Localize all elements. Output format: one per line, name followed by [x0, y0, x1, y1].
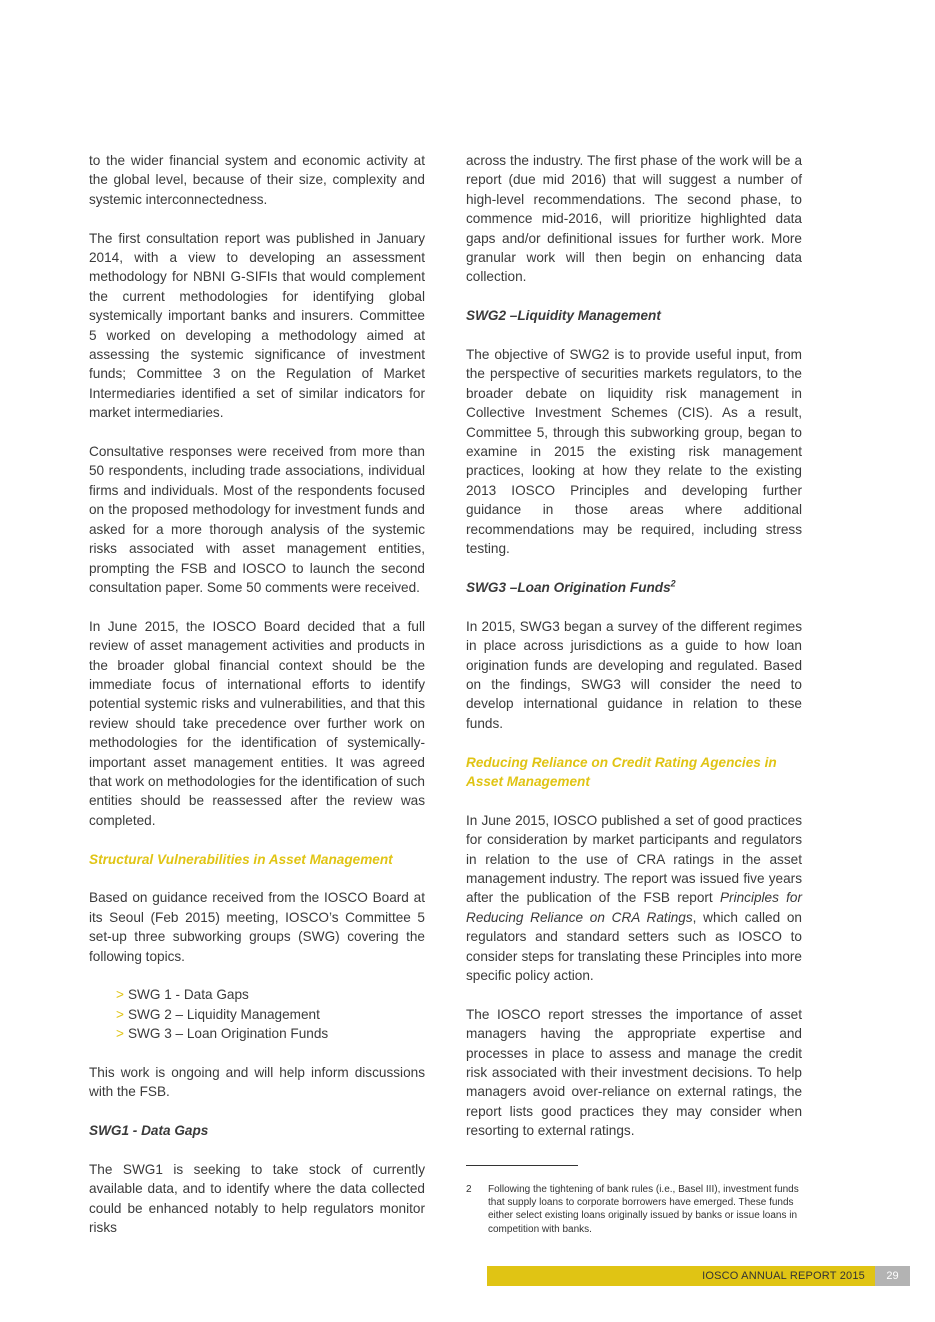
page-number: 29	[886, 1270, 899, 1282]
section-heading-reducing-reliance: Reducing Reliance on Credit Rating Agencies in Asset Management	[466, 754, 777, 789]
body-paragraph: In June 2015, the IOSCO Board decided that a full review of asset management activities and products in the broader global financial context should be the immediate focus of international efforts to identify potential systemic risks and vulnerabilities, and that this review should take precedence over further work on methodologies for the identification of systemically-important asset management entities. It was agreed that work on methodologies for the identification of such entities should be reassessed after the review was completed.	[89, 618, 425, 828]
chevron-right-icon: >	[116, 1006, 124, 1022]
chevron-right-icon: >	[116, 987, 124, 1003]
section-heading-swg2: SWG2 –Liquidity Management	[466, 308, 661, 324]
swg-list	[89, 985, 425, 1043]
body-paragraph: In June 2015, IOSCO published a set of good practices for consideration by market participants and regulators in relation to the use of CRA ratings in the asset management industry. The report was issued five years after the publication of the FSB report Principles for Reducing Reliance on CRA Ratings, which called on regulators and standard setters such as IOSCO to consider steps for translating these Principles into more specific policy action.	[466, 812, 803, 983]
section-heading-swg1: SWG1 - Data Gaps	[89, 1123, 209, 1139]
page-number-box	[875, 1266, 910, 1286]
body-paragraph: across the industry. The first phase of the work will be a report (due mid 2016) that will suggest a number of high-level recommendations. The second phase, to commence mid-2016, will prioritize highlighted data gaps and/or definitional issues for further work. More granular work will then begin on enhancing data collection.	[466, 153, 802, 285]
body-paragraph: The objective of SWG2 is to provide useful input, from the perspective of securities markets regulators, to the broader debate on liquidity risk management in Collective Investment Schemes (CIS). As a result, Committee 5, through this subworking group, began to examine in 2015 the existing risk management practices, looking at how they relate to the existing 2013 IOSCO Principles and developing further guidance in those areas where additional recommendations may be required, including stress testing.	[466, 347, 802, 557]
footnote-number: 2	[466, 1184, 472, 1195]
body-paragraph: The SWG1 is seeking to take stock of currently available data, and to identify where the data collected could be enhanced notably to help regulators monitor risks	[89, 1161, 425, 1236]
list-item: > SWG 3 – Loan Origination Funds	[116, 1026, 329, 1042]
body-paragraph: to the wider financial system and economic activity at the global level, because of their size, complexity and systemic interconnectedness.	[89, 153, 425, 207]
footnote-divider	[466, 1165, 578, 1166]
left-column	[89, 151, 425, 1257]
report-title-italic: Principles for Reducing Reliance on CRA Ratings	[466, 890, 803, 925]
body-paragraph: The IOSCO report stresses the importance of asset managers having the appropriate expertise and processes in place to assess and manage the credit risk associated with their investment decisions. To help managers avoid over-reliance on external ratings, the report lists good practices they may consider when resorting to external ratings.	[466, 1006, 802, 1139]
list-item: > SWG 1 - Data Gaps	[116, 987, 249, 1003]
footer-bar	[487, 1266, 875, 1286]
section-heading-swg3: SWG3 –Loan Origination Funds$^2$	[466, 578, 676, 595]
footer-report-title: IOSCO ANNUAL REPORT 2015	[702, 1270, 865, 1282]
footnote	[466, 1183, 802, 1236]
body-paragraph: This work is ongoing and will help inform discussions with the FSB.	[89, 1064, 425, 1100]
body-paragraph: Consultative responses were received from more than 50 respondents, including trade associations, individual firms and individuals. Most of the respondents focused on the proposed methodology for investment funds and asked for a more thorough analysis of the systemic risks associated with asset management entities, prompting the FSB and IOSCO to launch the second consultation paper. Some 50 comments were received.	[89, 444, 425, 595]
section-heading-structural-vulnerabilities: Structural Vulnerabilities in Asset Management	[89, 851, 393, 867]
footnote-reference: 2	[670, 578, 676, 589]
body-paragraph: In 2015, SWG3 began a survey of the different regimes in place across jurisdictions as a guide to how loan origination funds are developing and regulated. Based on the findings, SWG3 will consider the need to develop international guidance in relation to these funds.	[466, 618, 802, 731]
chevron-right-icon: >	[116, 1026, 124, 1042]
body-paragraph: The first consultation report was published in January 2014, with a view to developing an assessment methodology for NBNI G-SIFIs that would complement the current methodologies for identifying global systemically important banks and insurers. Committee 5 worked on developing a methodology aimed at assessing the systemic significance of investment funds; Committee 3 on the Regulation of Market Intermediaries identified a set of similar indicators for market intermediaries.	[89, 230, 425, 421]
body-paragraph: Based on guidance received from the IOSCO Board at its Seoul (Feb 2015) meeting, IOSCO’s Committee 5 set-up three subworking groups (SWG) covering the following topics.	[89, 890, 425, 964]
footnote-text: Following the tightening of bank rules (i.e., Basel III), investment funds that supply loans to corporate borrowers have emerged. These funds either select existing loans originally issued by banks or issue loans in competition with banks.	[488, 1184, 799, 1235]
right-column	[466, 151, 802, 1160]
list-item: > SWG 2 – Liquidity Management	[116, 1006, 320, 1022]
